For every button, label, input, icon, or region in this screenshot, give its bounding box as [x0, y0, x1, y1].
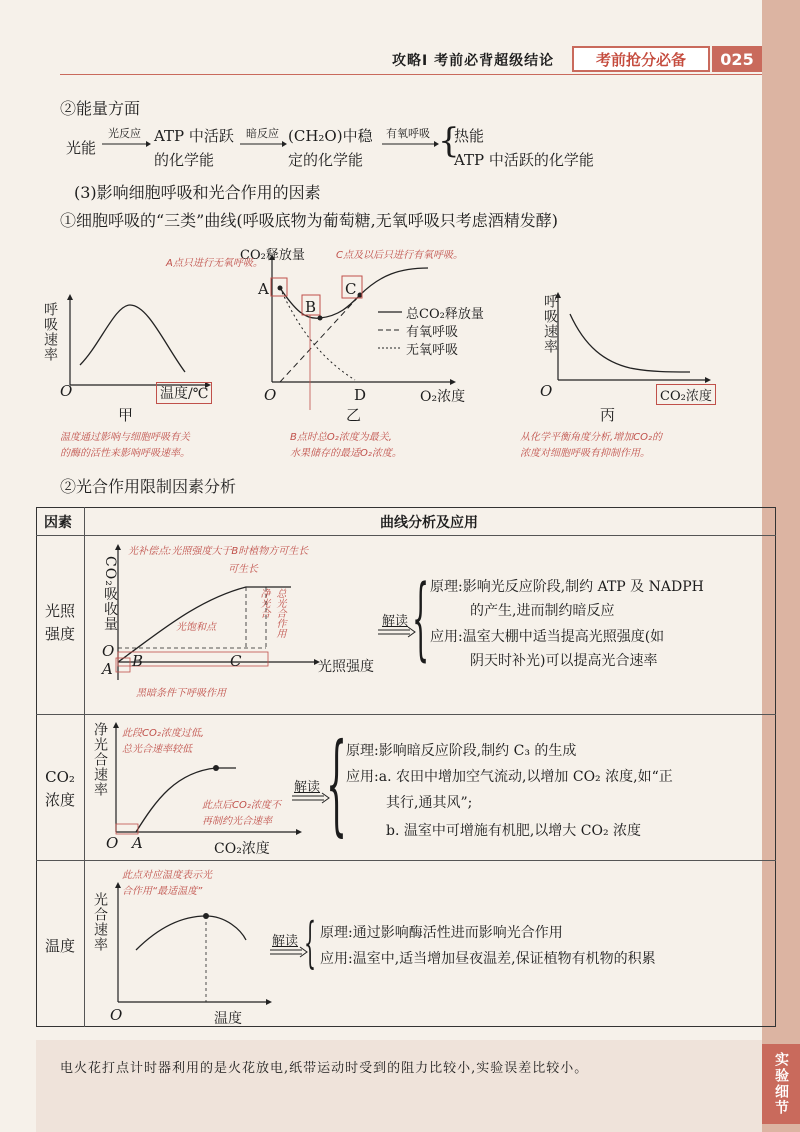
- jia-xlabel: 温度/℃: [156, 382, 212, 404]
- yi-anaerobic-curve: [280, 288, 355, 380]
- yi-point-a: [278, 286, 283, 291]
- light-label-a: A: [102, 660, 113, 678]
- footer-panel: [36, 1040, 762, 1132]
- atp-line2: 的化学能: [154, 151, 215, 169]
- light-label-c: C: [230, 652, 242, 670]
- factor-temp: 温度: [44, 937, 75, 955]
- header-divider: [60, 74, 762, 75]
- note-dark: 黑暗条件下呼吸作用: [136, 688, 226, 699]
- note-temp-1: 温度通过影响与细胞呼吸有关: [60, 432, 190, 443]
- legend-aerobic: 有氧呼吸: [406, 325, 459, 340]
- jia-y-arrow: [67, 294, 73, 300]
- co2-origin: O: [106, 834, 119, 852]
- note-co2-sat-1: 此点后CO₂浓度不: [202, 800, 281, 811]
- co2-xlabel: CO₂浓度: [214, 841, 270, 857]
- jiedu-temp: 解读: [272, 934, 299, 949]
- bing-title: 丙: [600, 406, 616, 424]
- jiedu-arrow-light: [376, 626, 416, 638]
- table-header-factor: 因素: [44, 515, 72, 531]
- note-net: 净光合: [258, 588, 269, 618]
- note-opt-temp-2: 合作用“最适温度”: [122, 886, 203, 897]
- note-compensation-2: 可生长: [228, 564, 258, 575]
- note-a: A点只进行无氧呼吸。: [166, 258, 263, 269]
- jia-title: 甲: [118, 406, 134, 424]
- note-total-ps: 总光合作用: [274, 588, 285, 638]
- light-principle-1: 原理:影响光反应阶段,制约 ATP 及 NADPH: [430, 579, 704, 595]
- co2-point: [213, 765, 219, 771]
- arrow-2: [238, 138, 288, 150]
- note-opt-temp-1: 此点对应温度表示光: [122, 870, 212, 881]
- arrow-label-3: 有氧呼吸: [386, 127, 430, 140]
- light-principle-2: 的产生,进而制约暗反应: [470, 603, 615, 619]
- yi-point-b: [318, 316, 323, 321]
- section3-sub1: ①细胞呼吸的“三类”曲线(呼吸底物为葡萄糖,无氧呼吸只考虑酒精发酵): [60, 211, 558, 230]
- yi-label-d: D: [354, 386, 367, 404]
- factor-co2: CO₂ 浓度: [44, 768, 75, 809]
- page-number: 025: [712, 46, 762, 72]
- energy-title: ②能量方面: [60, 99, 141, 118]
- jia-curve: [80, 305, 185, 372]
- light-ylabel: CO₂吸收量: [102, 556, 118, 632]
- ch2o-line2: 定的化学能: [288, 151, 364, 169]
- legend-anaerobic: 无氧呼吸: [406, 343, 459, 358]
- note-c: C点及以后只进行有氧呼吸。: [336, 250, 463, 261]
- arrow-1: [100, 138, 152, 150]
- yi-legend-lines: [376, 304, 406, 354]
- light-label-b: B: [132, 652, 144, 670]
- note-low-co2-2: 总光合速率较低: [122, 744, 192, 755]
- note-co2-2: 浓度对细胞呼吸有抑制作用。: [520, 448, 650, 459]
- light-origin: O: [102, 642, 115, 660]
- header-section: 攻略Ⅰ 考前必背超级结论: [392, 53, 555, 69]
- note-co2-sat-2: 再制约光合速率: [202, 816, 272, 827]
- bing-xlabel: CO₂浓度: [656, 384, 716, 405]
- co2-application-2: 其行,通其风”;: [386, 795, 473, 811]
- jiedu-co2: 解读: [294, 780, 321, 795]
- section3-sub2: ②光合作用限制因素分析: [60, 477, 237, 496]
- temp-application: 应用:温室中,适当增加昼夜温差,保证植物有机物的积累: [320, 951, 656, 967]
- jia-origin: O: [60, 382, 73, 400]
- arrow-label-2: 暗反应: [246, 127, 279, 140]
- co2-ylabel: 净光合速率: [92, 722, 108, 797]
- note-saturation: 光饱和点: [176, 622, 216, 633]
- table-header-analysis: 曲线分析及应用: [380, 515, 478, 531]
- brace-light: {: [412, 566, 430, 671]
- bing-curve: [570, 314, 690, 372]
- temp-ylabel: 光合速率: [92, 892, 108, 952]
- temp-principle: 原理:通过影响酶活性进而影响光合作用: [320, 925, 563, 941]
- jiedu-light: 解读: [382, 614, 409, 629]
- co2-label-a: A: [132, 834, 143, 852]
- energy-brace: {: [438, 121, 460, 161]
- legend-total: 总CO₂释放量: [406, 307, 484, 322]
- note-b-1: B点时总O₂浓度为最关,: [290, 432, 392, 443]
- factor-light: 光照 强度: [44, 602, 75, 643]
- header-box: 考前抢分必备: [572, 46, 710, 72]
- co2-principle: 原理:影响暗反应阶段,制约 C₃ 的生成: [346, 743, 577, 759]
- light-energy: 光能: [66, 139, 97, 157]
- bing-origin: O: [540, 382, 553, 400]
- light-application-1: 应用:温室大棚中适当提高光照强度(如: [430, 629, 665, 645]
- jiedu-arrow-temp: [268, 946, 308, 958]
- chart-temp: [96, 880, 299, 1010]
- temp-curve: [136, 916, 246, 950]
- jia-ylabel: 呼吸速率: [42, 302, 58, 362]
- yi-label-c: C: [345, 280, 357, 298]
- energy-out1: 热能: [454, 127, 485, 145]
- note-co2-1: 从化学平衡角度分析,增加CO₂的: [520, 432, 663, 443]
- arrow-3: [380, 138, 440, 150]
- energy-out2: ATP 中活跃的化学能: [454, 151, 594, 169]
- arrow-label-1: 光反应: [108, 127, 141, 140]
- atp-line1: ATP 中活跃: [154, 127, 234, 145]
- bing-ylabel: 呼吸速率: [542, 294, 558, 354]
- yi-origin: O: [264, 386, 277, 404]
- light-application-2: 阴天时补光)可以提高光合速率: [470, 653, 658, 669]
- jiedu-arrow-co2: [290, 792, 330, 804]
- brace-temp: {: [304, 911, 317, 974]
- section3-title: (3)影响细胞呼吸和光合作用的因素: [74, 183, 321, 202]
- note-low-co2-1: 此段CO₂浓度过低,: [122, 728, 205, 739]
- brace-co2: {: [326, 719, 347, 847]
- yi-xlabel: O₂浓度: [420, 389, 466, 405]
- yi-label-a: A: [258, 280, 269, 298]
- note-b-2: 水果储存的最适O₂浓度。: [290, 448, 402, 459]
- note-compensation: 光补偿点:光照强度大于B时植物方可生长: [128, 546, 309, 557]
- co2-application-1: 应用:a. 农田中增加空气流动,以增加 CO₂ 浓度,如“正: [346, 769, 673, 785]
- yi-title: 乙: [346, 406, 362, 424]
- co2-application-3: b. 温室中可增施有机肥,以增大 CO₂ 浓度: [386, 823, 642, 839]
- footer-text: 电火花打点计时器利用的是火花放电,纸带运动时受到的阻力比较小,实验误差比较小。: [60, 1061, 589, 1076]
- note-temp-2: 的酶的活性来影响呼吸速率。: [60, 448, 190, 459]
- temp-origin: O: [110, 1006, 123, 1024]
- footer-tag: 实验细节: [762, 1044, 800, 1124]
- temp-xlabel: 温度: [214, 1011, 242, 1027]
- ch2o-line1: (CH₂O)中稳: [288, 127, 373, 145]
- light-xlabel: 光照强度: [318, 659, 374, 675]
- yi-label-b: B: [305, 298, 317, 316]
- yi-ylabel: CO₂释放量: [240, 248, 305, 263]
